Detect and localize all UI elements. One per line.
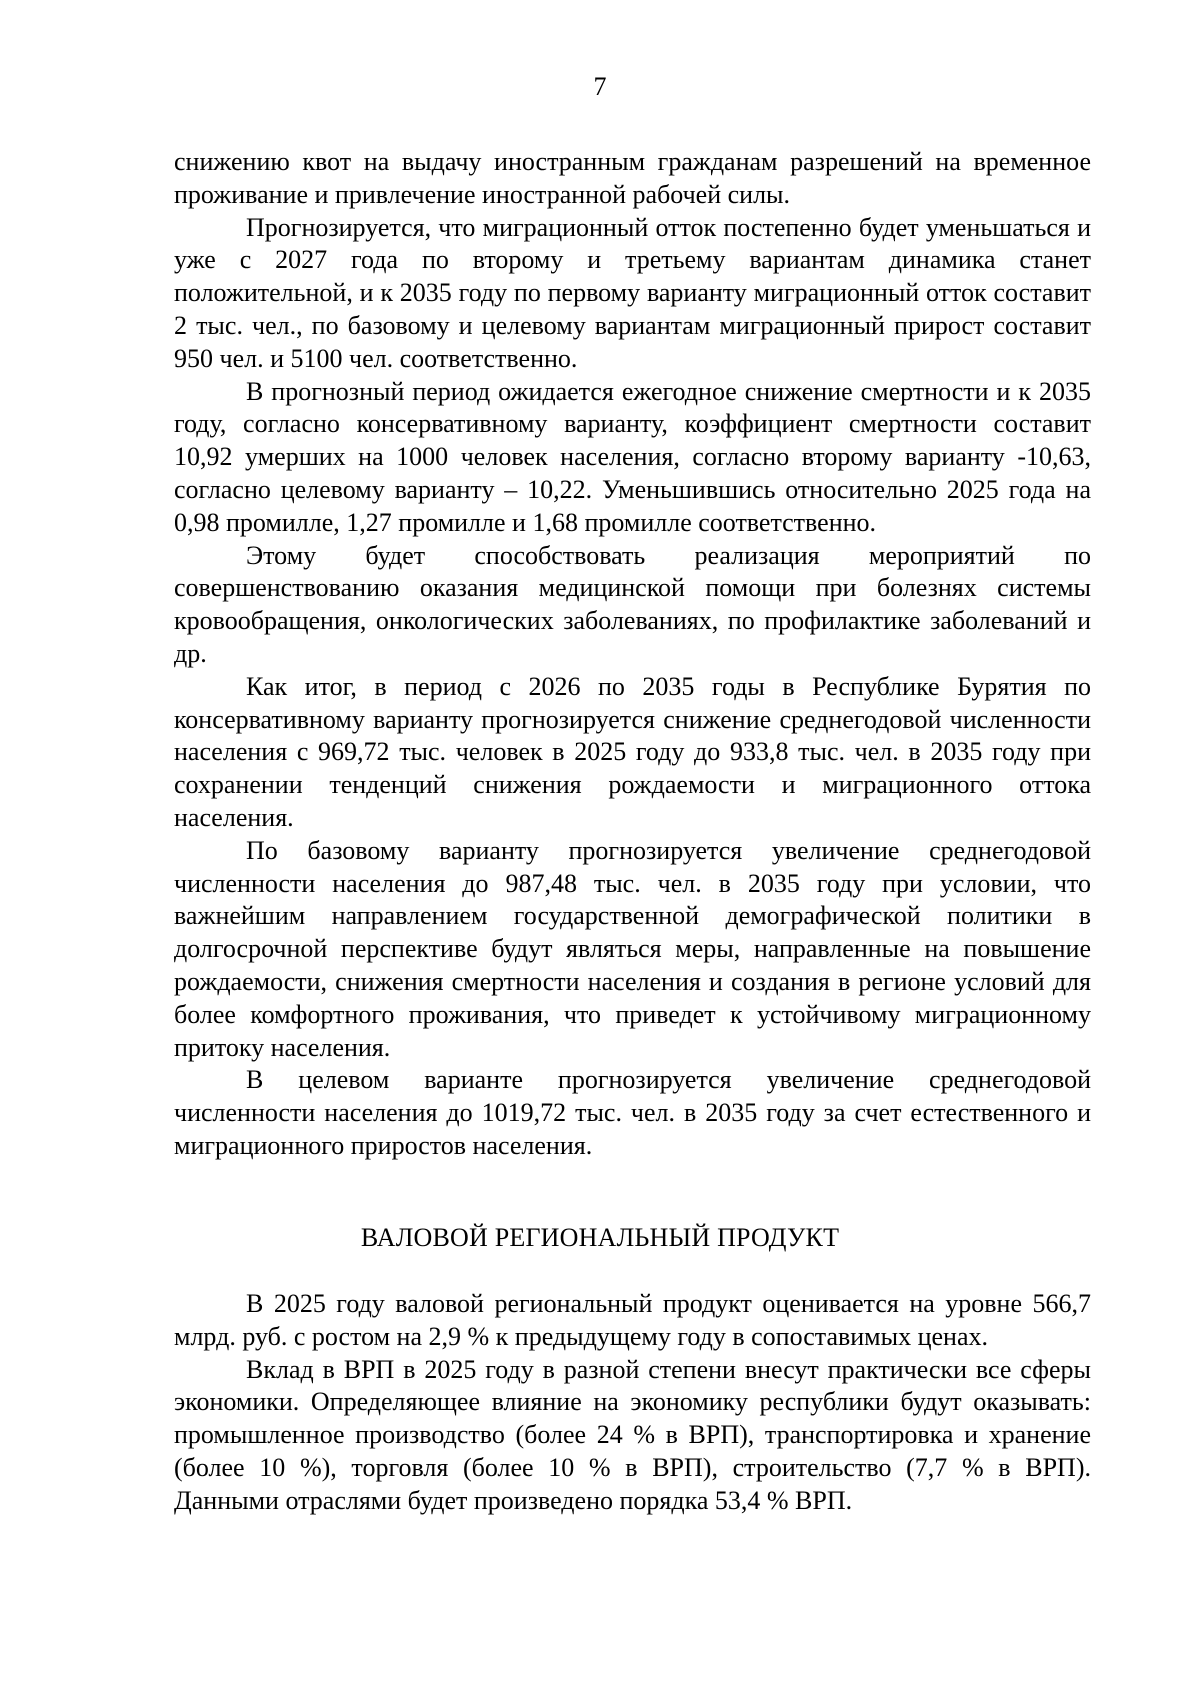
section-heading-grp: ВАЛОВОЙ РЕГИОНАЛЬНЫЙ ПРОДУКТ [360, 1223, 840, 1252]
demography-text-block [174, 146, 1091, 1163]
paragraph-migration-forecast: Прогнозируется, что миграционный отток постепенно будет уменьшаться и уже с 2027 года по второму и третьему вариантам динамика станет положительной, и к 2035 году по первому варианту миграционный отток составит 2 тыс. чел., по базовому и целевому вариантам миграционный прирост составит 950 чел. и 5100 чел. соответственно. [174, 212, 1091, 373]
paragraph-grp-structure: Вклад в ВРП в 2025 году в разной степени внесут практически все сферы экономики. Определяющее влияние на экономику республики будут оказывать: промышленное производство (более 24 % в ВРП), транспортировка и хранение (более 10 %), торговля (более 10 % в ВРП), строительство (7,7 % в ВРП). Данными отраслями будет произведено порядка 53,4 % ВРП. [174, 1354, 1091, 1515]
paragraph-target-variant: В целевом варианте прогнозируется увеличение среднегодовой численности населения до 1019,72 тыс. чел. в 2035 году за счет естественного и миграционного приростов населения. [174, 1065, 1091, 1160]
page-number: 7 [593, 72, 607, 101]
paragraph-grp-estimate: В 2025 году валовой региональный продукт оценивается на уровне 566,7 млрд. руб. с ростом на 2,9 % к предыдущему году в сопоставимых ценах. [174, 1289, 1091, 1351]
paragraph-healthcare-measures: Этому будет способствовать реализация мероприятий по совершенствованию оказания медицинской помощи при болезнях системы кровообращения, онкологических заболеваниях, по профилактике заболеваний и др. [174, 540, 1091, 668]
paragraph-base-variant: По базовому варианту прогнозируется увеличение среднегодовой численности населения до 987,48 тыс. чел. в 2035 году при условии, что важнейшим направлением государственной демографической политики в долгосрочной перспективе будут являться меры, направленные на повышение рождаемости, снижения смертности населения и создания в регионе условий для более комфортного проживания, что приведет к устойчивому миграционному притоку населения. [174, 835, 1091, 1062]
paragraph-conservative-variant: Как итог, в период с 2026 по 2035 годы в Республике Бурятия по консервативному варианту прогнозируется снижение среднегодовой численности населения с 969,72 тыс. человек в 2025 году до 933,8 тыс. чел. в 2035 году при сохранении тенденций снижения рождаемости и миграционного оттока населения. [174, 671, 1091, 832]
paragraph-continuation: снижению квот на выдачу иностранным гражданам разрешений на временное проживание и привлечение иностранной рабочей силы. [174, 147, 1091, 209]
grp-text-block [174, 1288, 1091, 1518]
paragraph-mortality-forecast: В прогнозный период ожидается ежегодное снижение смертности и к 2035 году, согласно консервативному варианту, коэффициент смертности составит 10,92 умерших на 1000 человек населения, согласно второму варианту -10,63, согласно целевому варианту – 10,22. Уменьшившись относительно 2025 года на 0,98 промилле, 1,27 промилле и 1,68 промилле соответственно. [174, 376, 1091, 537]
